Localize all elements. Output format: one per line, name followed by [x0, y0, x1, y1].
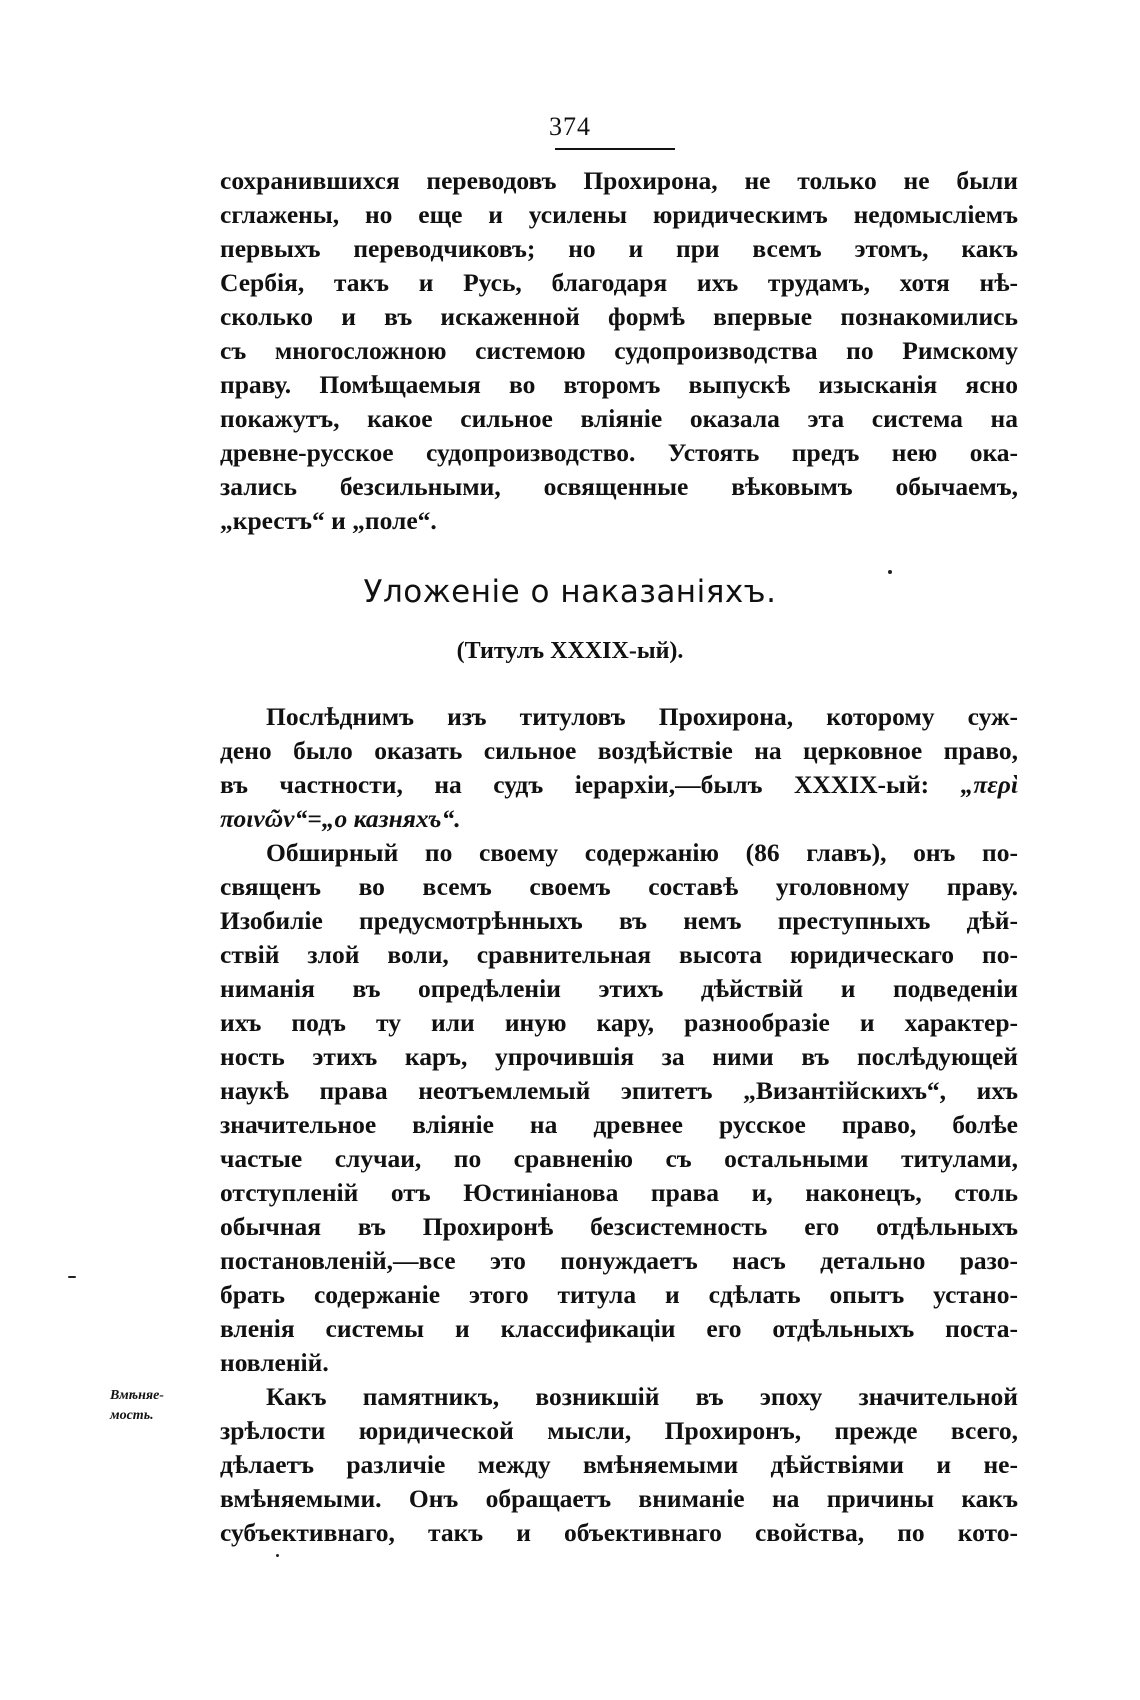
text-span: =„о казняхъ“.: [307, 804, 461, 833]
text-line: сколько и въ искаженной формѣ впервые познакомились: [220, 302, 1018, 331]
margin-note-line: мость.: [110, 1408, 154, 1423]
text-line: съ многосложною системою судопроизводства по Римскому: [220, 336, 1018, 365]
text-line: дено было оказать сильное воздѣйствіе на церковное право,: [220, 736, 1018, 765]
text-line: зрѣлости юридической мысли, Прохиронъ, прежде всего,: [220, 1416, 1018, 1445]
text-line: священъ во всемъ своемъ составѣ уголовному праву.: [220, 872, 1018, 901]
scan-speck: [276, 1554, 279, 1557]
text-line: [220, 768, 1018, 802]
greek-text: „περὶ: [960, 770, 1018, 799]
margin-note-line: Вмѣняе-: [110, 1388, 164, 1403]
text-line: обычная въ Прохиронѣ безсистемность его отдѣльныхъ: [220, 1212, 1018, 1241]
text-line: постановленій,—все это понуждаетъ насъ детально разо-: [220, 1246, 1018, 1275]
text-line: Изобиліе предусмотрѣнныхъ въ немъ преступныхъ дѣй-: [220, 906, 1018, 935]
text-line: древне-русское судопроизводство. Устоять предъ нею ока-: [220, 438, 1018, 467]
page-number: 374: [549, 112, 591, 141]
text-line: сохранившихся переводовъ Прохирона, не только не были: [220, 166, 1018, 195]
text-line: ихъ подъ ту или иную кару, разнообразіе и характер-: [220, 1008, 1018, 1037]
scan-speck: [68, 1276, 76, 1278]
text-line: ность этихъ каръ, упрочившія за ними въ послѣдующей: [220, 1042, 1018, 1071]
text-line: отступленій отъ Юстиніанова права и, наконецъ, столь: [220, 1178, 1018, 1207]
text-line: зались безсильными, освященные вѣковымъ обычаемъ,: [220, 472, 1018, 501]
text-line: [220, 802, 1018, 836]
text-line: значительное вліяніе на древнее русское право, болѣе: [220, 1110, 1018, 1139]
text-line: новленій.: [220, 1348, 329, 1377]
text-line: Послѣднимъ изъ титуловъ Прохирона, которому суж-: [266, 702, 1018, 731]
margin-note: [110, 1386, 202, 1426]
text-line: сглажены, но еще и усилены юридическимъ недомысліемъ: [220, 200, 1018, 229]
page-number-rule: [555, 148, 675, 150]
text-line: Какъ памятникъ, возникшій въ эпоху значительной: [266, 1382, 1018, 1411]
section-title: Уложеніе о наказаніяхъ.: [363, 574, 777, 610]
text-line: покажутъ, какое сильное вліяніе оказала эта система на: [220, 404, 1018, 433]
scan-speck: [888, 570, 892, 574]
text-line: брать содержаніе этого титула и сдѣлать опытъ устано-: [220, 1280, 1018, 1309]
greek-text: ποινῶν“: [220, 804, 308, 833]
text-line: ствій злой воли, сравнительная высота юридическаго по-: [220, 940, 1018, 969]
text-line: Обширный по своему содержанію (86 главъ), онъ по-: [266, 838, 1018, 867]
text-line: вленія системы и классификаціи его отдѣльныхъ поста-: [220, 1314, 1018, 1343]
text-line: субъективнаго, такъ и объективнаго свойства, по кото-: [220, 1518, 1018, 1547]
text-line: вмѣняемыми. Онъ обращаетъ вниманіе на причины какъ: [220, 1484, 1018, 1513]
text-line: Сербія, такъ и Русь, благодаря ихъ трудамъ, хотя нѣ-: [220, 268, 1018, 297]
text-line: наукѣ права неотъемлемый эпитетъ „Византійскихъ“, ихъ: [220, 1076, 1018, 1105]
text-span: въ частности, на судъ іерархіи,—былъ XXXIX-ый:: [220, 770, 961, 799]
text-line: праву. Помѣщаемыя во второмъ выпускѣ изысканія ясно: [220, 370, 1018, 399]
text-line: „крестъ“ и „поле“.: [220, 506, 437, 535]
text-line: дѣлаетъ различіе между вмѣняемыми дѣйствіями и не-: [220, 1450, 1018, 1479]
text-line: ниманія въ опредѣленіи этихъ дѣйствій и подведеніи: [220, 974, 1018, 1003]
text-line: частые случаи, по сравненію съ остальными титулами,: [220, 1144, 1018, 1173]
text-line: первыхъ переводчиковъ; но и при всемъ этомъ, какъ: [220, 234, 1018, 263]
section-subtitle: (Титулъ XXXIX-ый).: [456, 638, 684, 664]
